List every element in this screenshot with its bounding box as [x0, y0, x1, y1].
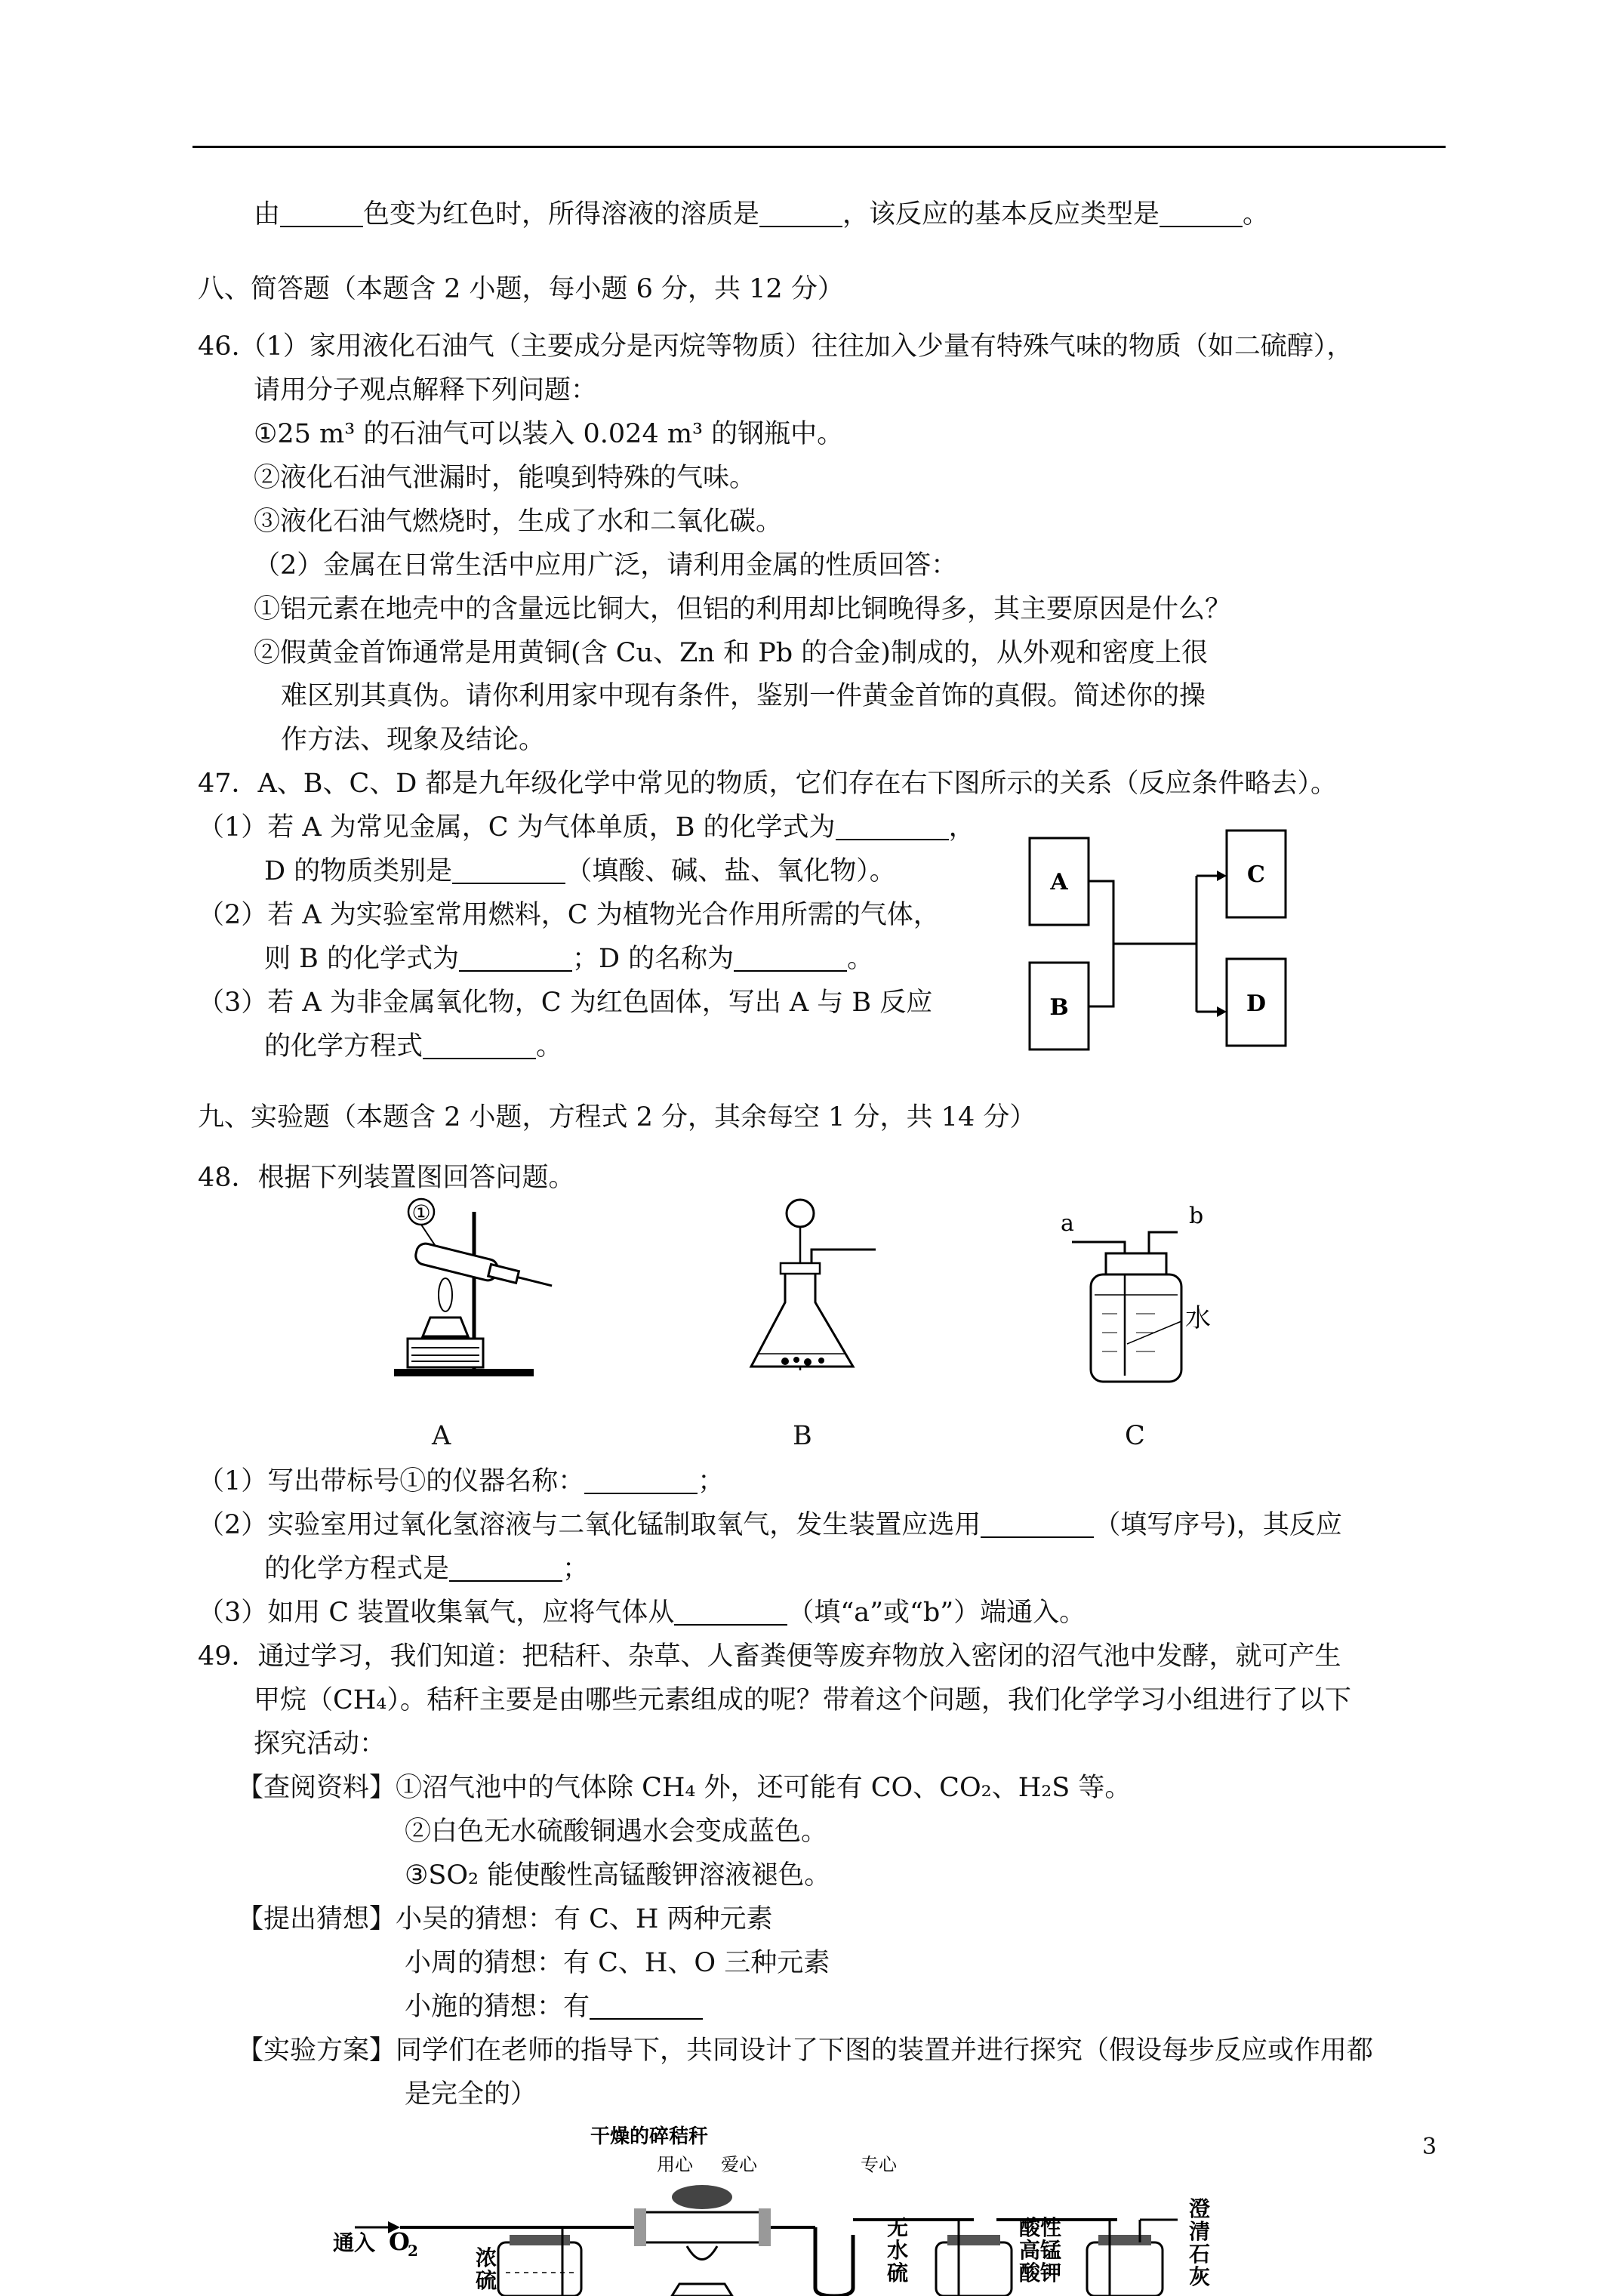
q47-part1: D 的物质类别是 （填酸、碱、盐、氧化物）。 [264, 856, 896, 886]
q46-item: 难区别其真伪。请你利用家中现有条件，鉴别一件黄金首饰的真假。简述你的操 [281, 681, 1206, 711]
label-b: B [1049, 994, 1069, 1021]
q47-part3: （3）若 A 为非金属氧化物，C 为红色固体，写出 A 与 B 反应 [198, 988, 933, 1018]
answer-blank[interactable] [734, 943, 847, 972]
q49-text: 甲烷（CH₄）。秸秆主要是由哪些元素组成的呢？带着这个问题，我们化学学习小组进行了以下 [254, 1685, 1351, 1715]
apparatus-b [740, 1197, 891, 1389]
label-b-port: b [1189, 1203, 1204, 1229]
q47-part2: （2）若 A 为实验室常用燃料，C 为植物光合作用所需的气体， [198, 900, 940, 930]
answer-blank[interactable] [1160, 199, 1243, 227]
q46-text: 请用分子观点解释下列问题： [254, 375, 598, 405]
answer-blank[interactable] [280, 199, 363, 227]
label-yongxin: 用心 [657, 2154, 693, 2175]
section-8-heading: 八、简答题（本题含 2 小题，每小题 6 分，共 12 分） [198, 274, 844, 304]
q46-item: ①铝元素在地壳中的含量远比铜大，但铝的利用却比铜晚得多，其主要原因是什么？ [254, 594, 1232, 624]
q46-part2: （2）金属在日常生活中应用广泛，请利用金属的性质回答： [254, 550, 958, 581]
label-kmno4-2: 高锰 [1019, 2238, 1062, 2263]
answer-blank[interactable] [459, 943, 572, 972]
answer-blank[interactable] [981, 1509, 1094, 1538]
label-dry-straw: 干燥的碎秸秆 [590, 2125, 709, 2148]
label-zhuanxin: 专心 [861, 2154, 897, 2175]
caption-a: A [432, 1421, 451, 1451]
experiment-setup [332, 2122, 1253, 2296]
answer-blank[interactable] [674, 1597, 787, 1626]
label-o2: O [389, 2227, 410, 2256]
label-o2-subscript: 2 [408, 2242, 418, 2260]
q49-plan: 是完全的） [405, 2079, 537, 2110]
q45-continuation: 由 色变为红色时，所得溶液的溶质是 ，该反应的基本反应类型是 。 [254, 199, 1270, 230]
answer-blank[interactable] [584, 1465, 698, 1494]
apparatus-a [377, 1197, 574, 1389]
q48-part1: （1）写出带标号①的仪器名称： ； [198, 1466, 725, 1496]
section-9-heading: 九、实验题（本题含 2 小题，方程式 2 分，其余每空 1 分，共 14 分） [198, 1102, 1036, 1133]
label-circled-1: ① [411, 1200, 431, 1225]
answer-blank[interactable] [759, 199, 842, 227]
caption-b: B [793, 1421, 812, 1451]
label-limewater-1: 澄 [1189, 2196, 1211, 2221]
q49-reference: ②白色无水硫酸铜遇水会变成蓝色。 [405, 1817, 828, 1847]
q47-part2: 则 B 的化学式为 ；D 的名称为 。 [264, 944, 874, 974]
page-number: 3 [1422, 2134, 1437, 2160]
q47-text: 47．A、B、C、D 都是九年级化学中常见的物质，它们存在右下图所示的关系（反应条件略去）。 [198, 769, 1338, 799]
q49-reference: 【查阅资料】①沼气池中的气体除 CH₄ 外，还可能有 CO、CO₂、H₂S 等。 [237, 1773, 1132, 1803]
q48-text: 48．根据下列装置图回答问题。 [198, 1163, 575, 1193]
q49-plan: 【实验方案】同学们在老师的指导下，共同设计了下图的装置并进行探究（假设每步反应或作用都 [237, 2036, 1374, 2066]
answer-blank[interactable] [590, 1991, 703, 2020]
label-inlet: 通入 [333, 2230, 376, 2255]
label-limewater-4: 灰 [1189, 2264, 1211, 2289]
relation-diagram [1019, 823, 1306, 1057]
label-a: A [1050, 869, 1068, 895]
label-c: C [1247, 861, 1265, 888]
label-tube-2: 水 [887, 2238, 909, 2263]
label-tube-3: 硫 [887, 2261, 909, 2285]
label-water: 水 [1185, 1303, 1211, 1333]
answer-blank[interactable] [449, 1553, 562, 1582]
q46-item: 作方法、现象及结论。 [281, 725, 546, 755]
q47-part3: 的化学方程式 。 [264, 1031, 563, 1062]
q46-item: ②液化石油气泄漏时，能嗅到特殊的气味。 [254, 463, 756, 493]
q49-hypothesis: 【提出猜想】小吴的猜想：有 C、H 两种元素 [237, 1904, 773, 1934]
label-limewater-3: 石 [1189, 2242, 1211, 2267]
q49-reference: ③SO₂ 能使酸性高锰酸钾溶液褪色。 [405, 1860, 831, 1891]
q47-part1: （1）若 A 为常见金属，C 为气体单质，B 的化学式为 ， [198, 812, 975, 843]
q49-text: 49．通过学习，我们知道：把秸秆、杂草、人畜粪便等废弃物放入密闭的沼气池中发酵，就可产生 [198, 1641, 1341, 1672]
q46-text: 46.（1）家用液化石油气（主要成分是丙烷等物质）往往加入少量有特殊气味的物质（如二硫醇）， [198, 331, 1354, 362]
header-rule [192, 146, 1446, 148]
q46-item: ①25 m³ 的石油气可以装入 0.024 m³ 的钢瓶中。 [254, 419, 844, 449]
q49-hypothesis: 小周的猜想：有 C、H、O 三种元素 [405, 1948, 830, 1978]
label-bottle1-1: 浓 [476, 2245, 497, 2270]
answer-blank[interactable] [836, 812, 949, 840]
q48-part3: （3）如用 C 装置收集氧气，应将气体从 （填“a”或“b”）端通入。 [198, 1598, 1086, 1628]
label-kmno4-3: 酸钾 [1019, 2261, 1062, 2285]
answer-blank[interactable] [452, 855, 565, 884]
label-limewater-2: 清 [1189, 2219, 1211, 2244]
apparatus-c [1049, 1200, 1261, 1389]
label-bottle1-2: 硫 [476, 2268, 497, 2293]
label-a-port: a [1061, 1210, 1074, 1237]
label-aixin: 爱心 [721, 2154, 757, 2175]
label-kmno4-1: 酸性 [1019, 2215, 1062, 2240]
caption-c: C [1125, 1421, 1145, 1451]
q46-item: ②假黄金首饰通常是用黄铜(含 Cu、Zn 和 Pb 的合金)制成的，从外观和密度上很 [254, 638, 1208, 668]
label-tube-1: 无 [887, 2215, 909, 2240]
label-d: D [1246, 991, 1267, 1017]
q49-text: 探究活动： [254, 1729, 387, 1759]
q49-hypothesis: 小施的猜想：有 [405, 1990, 703, 2023]
q48-part2: 的化学方程式是 ； [264, 1554, 590, 1584]
answer-blank[interactable] [423, 1031, 536, 1059]
q46-item: ③液化石油气燃烧时，生成了水和二氧化碳。 [254, 507, 783, 537]
q48-part2: （2）实验室用过氧化氢溶液与二氧化锰制取氧气，发生装置应选用 （填写序号)，其反应 [198, 1510, 1342, 1540]
